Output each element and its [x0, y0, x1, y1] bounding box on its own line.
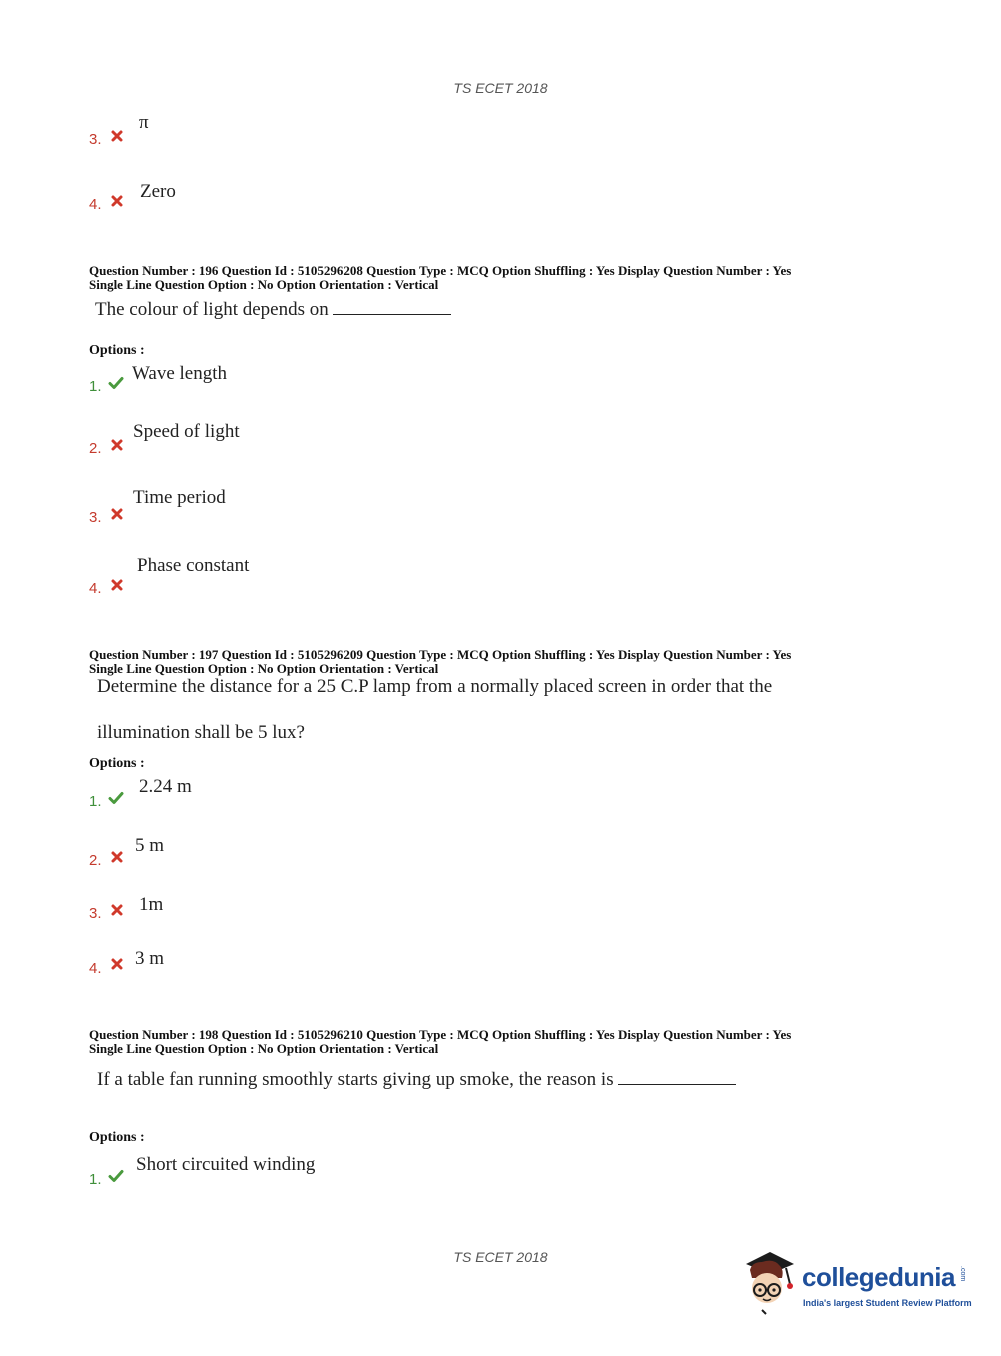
- question-text-content: If a table fan running smoothly starts giving up smoke, the reason is: [97, 1069, 614, 1090]
- answer-blank: [333, 313, 451, 315]
- logo-suffix: .com: [959, 1266, 966, 1282]
- question-meta: [89, 1028, 791, 1056]
- logo-name: collegedunia: [802, 1262, 955, 1292]
- options-label: Options :: [89, 1130, 145, 1145]
- meta-line: Question Number : 197 Question Id : 5105296209 Question Type : MCQ Option Shuffling : Yes Display Question Number : Yes: [89, 647, 792, 662]
- cross-icon: [109, 956, 125, 972]
- option-number: 1.: [89, 1171, 102, 1188]
- option-text: π: [139, 112, 149, 133]
- option-number: 3.: [89, 905, 102, 922]
- collegedunia-logo: [740, 1248, 970, 1318]
- page-footer: TS ECET 2018: [453, 1249, 548, 1265]
- page-header: TS ECET 2018: [453, 80, 548, 96]
- option-number: 3.: [89, 509, 102, 526]
- option-number: 2.: [89, 852, 102, 869]
- question-text-line: Determine the distance for a 25 C.P lamp from a normally placed screen in order that the: [97, 676, 773, 697]
- option-number: 2.: [89, 440, 102, 457]
- cross-icon: [109, 849, 125, 865]
- meta-line: Question Number : 198 Question Id : 5105296210 Question Type : MCQ Option Shuffling : Yes Display Question Number : Yes: [89, 1027, 792, 1042]
- option-text: Short circuited winding: [136, 1154, 316, 1175]
- option-number: 4.: [89, 580, 102, 597]
- option-text: 2.24 m: [139, 776, 192, 797]
- checkmark-icon: [108, 1168, 124, 1184]
- cross-icon: [109, 506, 125, 522]
- options-label: Options :: [89, 343, 145, 358]
- question-text-line: illumination shall be 5 lux?: [97, 722, 305, 743]
- question-text-content: The colour of light depends on: [95, 299, 329, 320]
- mascot-icon: [740, 1248, 800, 1316]
- question-text: [95, 299, 451, 321]
- meta-line: Single Line Question Option : No Option Orientation : Vertical: [89, 1041, 439, 1056]
- question-text: [97, 1069, 736, 1091]
- option-text: Speed of light: [133, 421, 240, 442]
- checkmark-icon: [108, 375, 124, 391]
- option-text: Time period: [133, 487, 226, 508]
- option-text: 3 m: [135, 948, 165, 969]
- option-number: 1.: [89, 793, 102, 810]
- option-number: 1.: [89, 378, 102, 395]
- meta-line: Question Number : 196 Question Id : 5105296208 Question Type : MCQ Option Shuffling : Yes Display Question Number : Yes: [89, 263, 792, 278]
- option-text: 1m: [139, 894, 164, 915]
- cross-icon: [109, 902, 125, 918]
- option-number: 4.: [89, 960, 102, 977]
- meta-line: Single Line Question Option : No Option Orientation : Vertical: [89, 277, 439, 292]
- options-label: Options :: [89, 756, 145, 771]
- option-text: 5 m: [135, 835, 165, 856]
- option-number: 3.: [89, 131, 102, 148]
- checkmark-icon: [108, 790, 124, 806]
- cross-icon: [109, 128, 125, 144]
- question-meta: [89, 648, 791, 676]
- option-text: Zero: [140, 181, 176, 202]
- question-meta: [89, 264, 791, 292]
- meta-line: Single Line Question Option : No Option Orientation : Vertical: [89, 661, 439, 676]
- cross-icon: [109, 577, 125, 593]
- cross-icon: [109, 193, 125, 209]
- option-number: 4.: [89, 196, 102, 213]
- option-text: Phase constant: [137, 555, 250, 576]
- logo-tagline: India's largest Student Review Platform: [803, 1298, 972, 1308]
- answer-blank: [618, 1083, 736, 1085]
- cross-icon: [109, 437, 125, 453]
- option-text: Wave length: [132, 363, 228, 384]
